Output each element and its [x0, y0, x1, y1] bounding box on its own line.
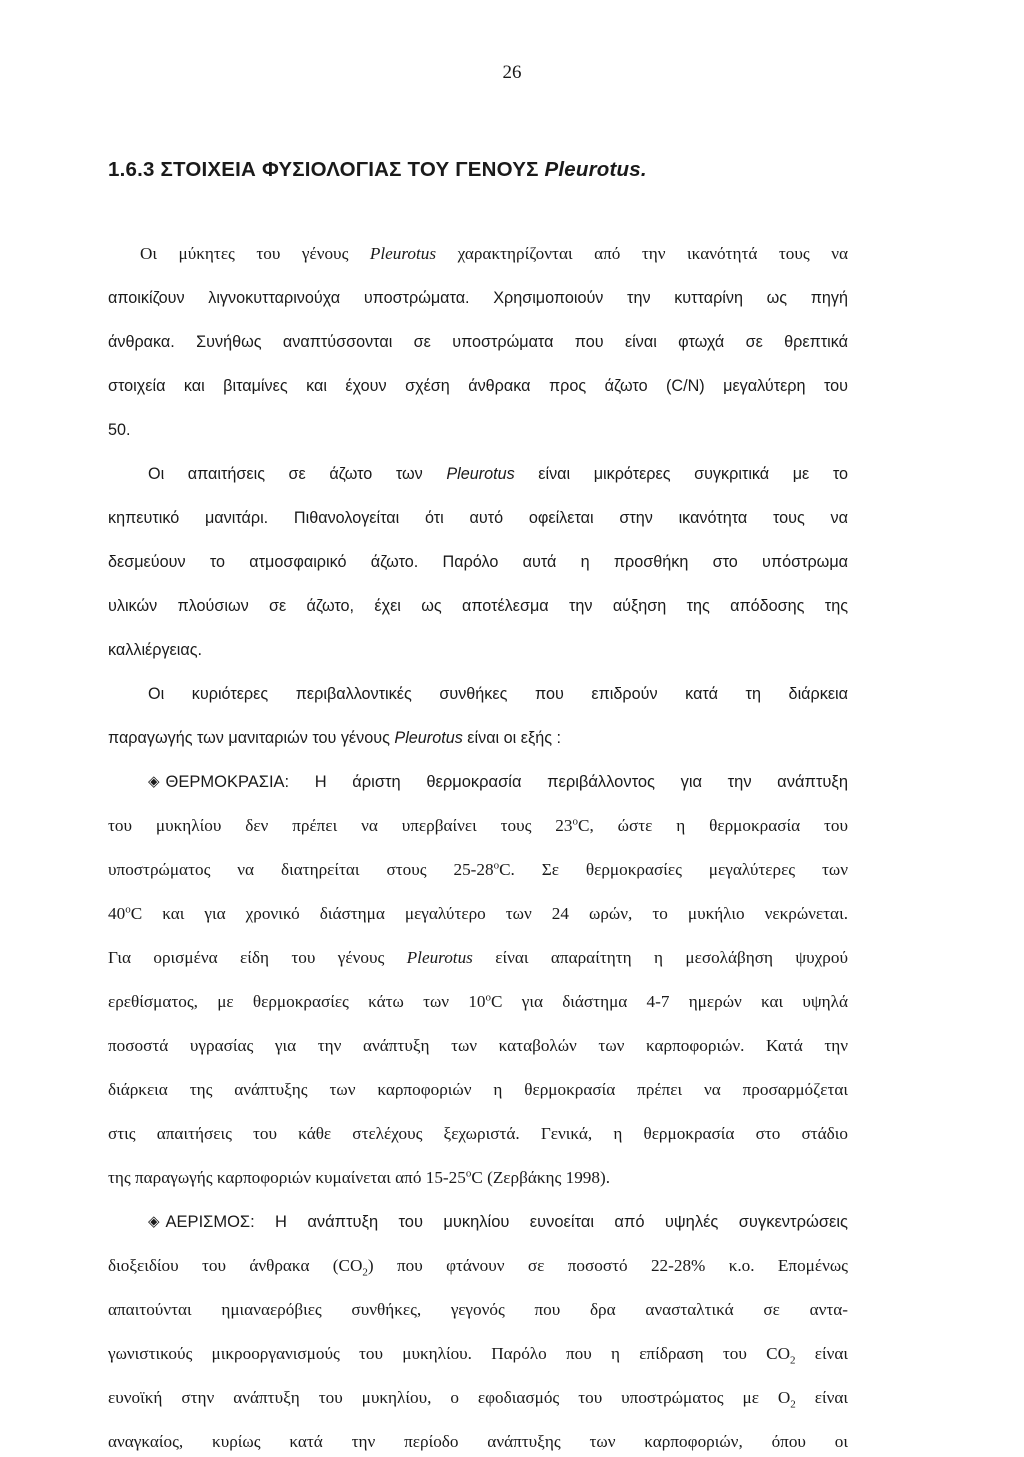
section-heading — [108, 158, 647, 182]
paragraph-line: υποστρώματος να διατηρείται στους 25-28$^o$C. Σε θερμοκρασίες μεγαλύτερες των — [108, 859, 848, 879]
paragraph-line: Οι απαιτήσεις σε άζωτο των Pleurotus είναι μικρότερες συγκριτικά με το — [148, 465, 848, 483]
paragraph-line: Οι κυριότερες περιβαλλοντικές συνθήκες που επιδρούν κατά τη διάρκεια — [148, 685, 848, 703]
paragraph-line: γωνιστικούς μικροοργανισμούς του μυκηλίου. Παρόλο που η επίδραση του $CO_2$ είναι — [108, 1344, 848, 1367]
paragraph-line: δεσμεύουν το ατμοσφαιρικό άζωτο. Παρόλο αυτά η προσθήκη στο υπόστρωμα — [108, 553, 848, 571]
paragraph-line: του μυκηλίου δεν πρέπει να υπερβαίνει τους 23$^o$C, ώστε η θερμοκρασία του — [108, 815, 848, 835]
paragraph-line: παραγωγής των μανιταριών του γένους Pleurotus είναι οι εξής : — [108, 729, 562, 747]
paragraph-line: διοξειδίου του άνθρακα $(CO_2)$ που φτάνουν σε ποσοστό 22-28% κ.ο. Επομένως — [108, 1256, 848, 1279]
paragraph-line: αποικίζουν λιγνοκυτταρινούχα υποστρώματα. Χρησιμοποιούν την κυτταρίνη ως πηγή — [108, 289, 848, 307]
paragraph-line: 40$^o$C και για χρονικό διάστημα μεγαλύτερο των 24 ωρών, το μυκήλιο νεκρώνεται. — [108, 903, 848, 923]
paragraph-line: καλλιέργειας. — [108, 641, 203, 659]
paragraph-line: ποσοστά υγρασίας για την ανάπτυξη των καταβολών των καρποφοριών. Κατά την — [108, 1036, 848, 1055]
paragraph-line: αναγκαίος, κυρίως κατά την περίοδο ανάπτυξης των καρποφοριών, όπου οι — [108, 1432, 848, 1451]
paragraph-line: υλικών πλούσιων σε άζωτο, έχει ως αποτέλεσμα την αύξηση της απόδοσης της — [108, 597, 848, 615]
paragraph-line: διάρκεια της ανάπτυξης των καρποφοριών η θερμοκρασία πρέπει να προσαρμόζεται — [108, 1080, 848, 1099]
paragraph-line: ερεθίσματος, με θερμοκρασίες κάτω των 10$^o$C για διάστημα 4-7 ημερών και υψηλά — [108, 991, 848, 1011]
section-number: 1.6.3 — [108, 158, 155, 181]
page-number: 26 — [502, 62, 522, 83]
paragraph-line: απαιτούνται ημιαναερόβιες συνθήκες, γεγονός που δρα ανασταλτικά σε αντα- — [108, 1300, 848, 1319]
paragraph-line: Για ορισμένα είδη του γένους Pleurotus είναι απαραίτητη η μεσολάβηση ψυχρού — [108, 948, 848, 967]
temperature-bullet: ◈ ΘΕΡΜΟΚΡΑΣΙΑ: Η άριστη θερμοκρασία περιβάλλοντος για την ανάπτυξη — [148, 770, 848, 795]
paragraph-line: κηπευτικό μανιτάρι. Πιθανολογείται ότι αυτό οφείλεται στην ικανότητα τους να — [108, 509, 848, 527]
paragraph-line: Οι μύκητες του γένους Pleurotus χαρακτηρίζονται από την ικανότητά τους να — [140, 244, 848, 263]
paragraph-line: στις απαιτήσεις του κάθε στελέχους ξεχωριστά. Γενικά, η θερμοκρασία στο στάδιο — [108, 1124, 848, 1143]
paragraph-line: άνθρακα. Συνήθως αναπτύσσονται σε υποστρώματα που είναι φτωχά σε θρεπτικά — [108, 333, 848, 351]
paragraph-line: ευνοϊκή στην ανάπτυξη του μυκηλίου, ο εφοδιασμός του υποστρώματος με $O_2$ είναι — [108, 1388, 848, 1411]
paragraph-line: στοιχεία και βιταμίνες και έχουν σχέση άνθρακα προς άζωτο (C/N) μεγαλύτερη του — [108, 377, 848, 395]
paragraph-line: της παραγωγής καρποφοριών κυμαίνεται από 15-25$^o$C (Ζερβάκης 1998). — [108, 1167, 611, 1187]
section-title: ΣΤΟΙΧΕΙΑ ΦΥΣΙΟΛΟΓΙΑΣ ΤΟΥ ΓΕΝΟΥΣ — [160, 158, 539, 181]
diamond-bullet-icon: ◈ — [148, 774, 160, 790]
diamond-bullet-icon: ◈ — [148, 1214, 160, 1230]
section-genus: Pleurotus. — [544, 158, 647, 181]
aeration-bullet: ◈ ΑΕΡΙΣΜΟΣ: Η ανάπτυξη του μυκηλίου ευνοείται από υψηλές συγκεντρώσεις — [148, 1210, 848, 1235]
paragraph-line: 50. — [108, 421, 131, 439]
